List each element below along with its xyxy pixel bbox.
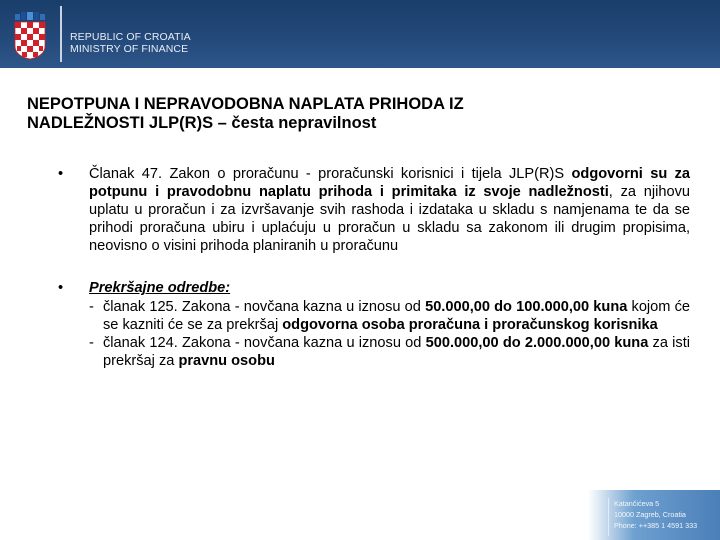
header-divider bbox=[60, 6, 62, 62]
penalty-article-125 bbox=[89, 298, 690, 334]
ministry-name bbox=[70, 31, 191, 55]
croatian-coat-of-arms-icon bbox=[14, 12, 46, 60]
bullet-item-penalties bbox=[58, 279, 690, 369]
bullet-item-article-47 bbox=[58, 165, 690, 255]
ministry-country: REPUBLIC OF CROATIA bbox=[70, 31, 191, 43]
header-banner bbox=[0, 0, 720, 68]
footer-phone: Phone: ++385 1 4591 333 bbox=[614, 521, 698, 530]
sub1-text-mid: kojom će se kazniti će se za prekršaj bbox=[103, 298, 691, 333]
item1-bold: odgovorni su za potpunu i pravodobnu naplatu prihoda i primitaka iz svoje nadležnosti bbox=[89, 166, 691, 201]
sub1-text: članak 125. Zakona - novčana kazna u iznosu od bbox=[103, 298, 426, 315]
dash-icon: - bbox=[89, 334, 94, 351]
slide-title-line2: NADLEŽNOSTI JLP(R)S – česta nepravilnost bbox=[27, 114, 377, 132]
dash-icon: - bbox=[89, 298, 94, 315]
ministry-title: MINISTRY OF FINANCE bbox=[70, 43, 189, 55]
footer-contact bbox=[588, 490, 720, 540]
footer-street: Katančićeva 5 bbox=[614, 499, 660, 508]
sub2-text-mid: za isti prekršaj za bbox=[103, 334, 690, 369]
slide-title bbox=[27, 95, 667, 133]
sub2-responsible: pravnu osobu bbox=[178, 352, 275, 369]
footer-divider bbox=[608, 498, 609, 536]
penalties-heading: Prekršajne odredbe: bbox=[89, 280, 231, 297]
bullet-icon: • bbox=[58, 280, 64, 297]
bullet-icon: • bbox=[58, 166, 64, 182]
penalty-article-124 bbox=[89, 334, 690, 370]
sub2-text: članak 124. Zakona - novčana kazna u iznosu od bbox=[103, 334, 426, 351]
footer-city: 10000 Zagreb, Croatia bbox=[614, 510, 686, 519]
sub1-responsible: odgovorna osoba proračuna i proračunskog korisnika bbox=[282, 316, 658, 333]
slide-content bbox=[58, 165, 690, 370]
item1-text-rest: , za njihovu uplatu u proračun i za izvršavanje svih rashoda i izdataka u skladu s namjenama te da se prihodi proračuna ubiru i uplaćuju u proračun u skladu sa zakonom ili drugim propisima, neovisno o visini prihoda planiranih u proračunu bbox=[89, 184, 691, 255]
sub2-amount: 500.000,00 do 2.000.000,00 kuna bbox=[425, 334, 649, 351]
item1-text: Članak 47. Zakon o proračunu - proračunski korisnici i tijela JLP(R)S bbox=[89, 166, 572, 182]
slide-title-line1: NEPOTPUNA I NEPRAVODOBNA NAPLATA PRIHODA IZ bbox=[27, 95, 464, 113]
sub1-amount: 50.000,00 do 100.000,00 kuna bbox=[425, 298, 628, 315]
footer-address bbox=[614, 498, 697, 531]
